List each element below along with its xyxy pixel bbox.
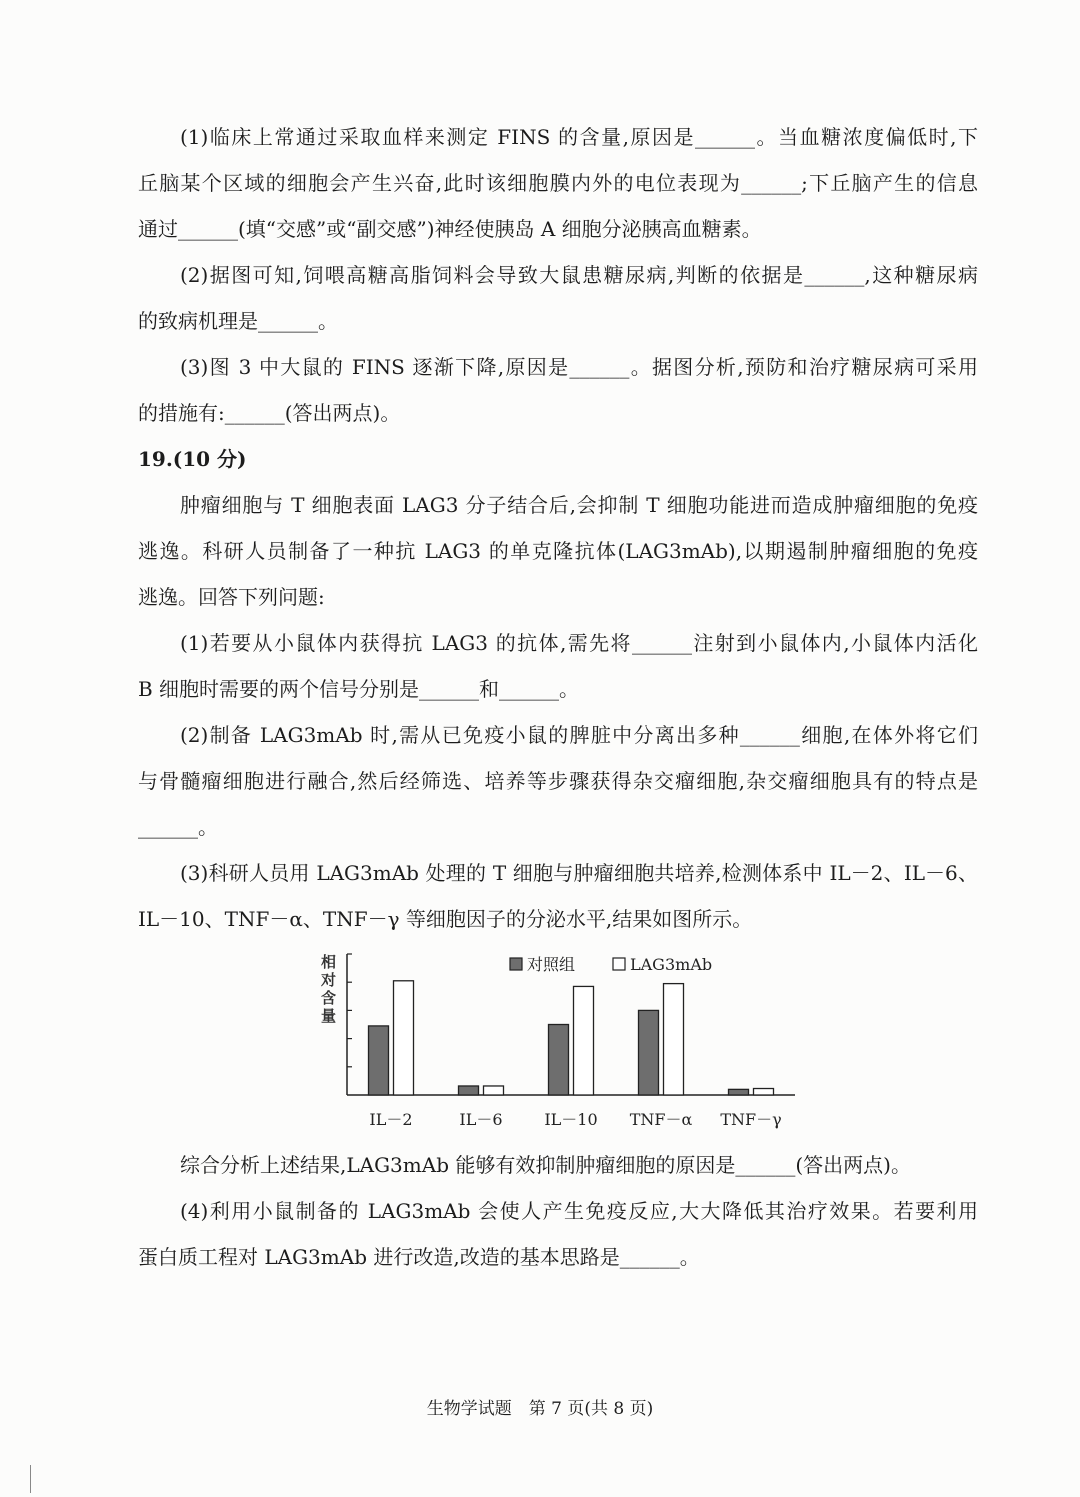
- text-line: (2)据图可知,饲喂高糖高脂饲料会导致大鼠患糖尿病,判断的依据是______,这种糖尿病: [180, 263, 978, 287]
- bar-control: [459, 1086, 479, 1095]
- text-line: 的致病机理是______。: [138, 309, 338, 333]
- bar-lag3mab: [754, 1089, 774, 1095]
- text-line: B 细胞时需要的两个信号分别是______和______。: [138, 677, 580, 701]
- cytokine-bar-chart: [0, 942, 1080, 1142]
- legend-label: LAG3mAb: [630, 955, 713, 974]
- text-line: (3)科研人员用 LAG3mAb 处理的 T 细胞与肿瘤细胞共培养,检测体系中 IL－2、IL－6、: [180, 861, 978, 885]
- legend-swatch: [613, 958, 625, 970]
- text-line: 肿瘤细胞与 T 细胞表面 LAG3 分子结合后,会抑制 T 细胞功能进而造成肿瘤细胞的免疫: [180, 493, 978, 517]
- text-line: 19.(10 分): [138, 447, 247, 471]
- text-line: 通过______(填“交感”或“副交感”)神经使胰岛 A 细胞分泌胰高血糖素。: [138, 217, 762, 241]
- text-line: 逃逸。回答下列问题:: [138, 585, 325, 609]
- x-tick-label: TNF－α: [629, 1110, 693, 1129]
- x-tick-label: IL－6: [459, 1110, 503, 1129]
- text-line: 蛋白质工程对 LAG3mAb 进行改造,改造的基本思路是______。: [138, 1245, 700, 1269]
- bar-control: [639, 1010, 659, 1095]
- paragraph-p18-1: [138, 114, 978, 252]
- paragraph-q19-intro: [138, 482, 978, 620]
- text-line: 的措施有:______(答出两点)。: [138, 401, 401, 425]
- paragraph-q19-heading: [138, 436, 978, 482]
- paragraph-p18-3: [138, 344, 978, 436]
- text-line: (1)临床上常通过采取血样来测定 FINS 的含量,原因是______。当血糖浓度偏低时,下: [180, 125, 978, 149]
- text-line: 逃逸。科研人员制备了一种抗 LAG3 的单克隆抗体(LAG3mAb),以期遏制肿瘤细胞的免疫: [138, 539, 978, 563]
- text-line: 综合分析上述结果,LAG3mAb 能够有效抑制肿瘤细胞的原因是______(答出两点)。: [180, 1153, 911, 1177]
- text-line: 丘脑某个区域的细胞会产生兴奋,此时该细胞膜内外的电位表现为______;下丘脑产生的信息: [138, 171, 978, 195]
- text-line: (1)若要从小鼠体内获得抗 LAG3 的抗体,需先将______注射到小鼠体内,小鼠体内活化: [180, 631, 978, 655]
- bar-lag3mab: [574, 986, 594, 1095]
- paragraph-q19-3: [138, 850, 978, 942]
- bar-control: [369, 1026, 389, 1095]
- exam-page-content: [138, 114, 978, 1280]
- text-line: IL－10、TNF－α、TNF－γ 等细胞因子的分泌水平,结果如图所示。: [138, 907, 753, 931]
- bar-lag3mab: [664, 984, 684, 1095]
- scan-margin-mark: [30, 1465, 31, 1493]
- x-tick-label: TNF－γ: [720, 1110, 782, 1129]
- text-line: (4)利用小鼠制备的 LAG3mAb 会使人产生免疫反应,大大降低其治疗效果。若要利用: [180, 1199, 978, 1223]
- page-footer: 生物学试题 第 7 页(共 8 页): [426, 1399, 654, 1419]
- x-tick-label: IL－10: [544, 1110, 598, 1129]
- paragraph-p18-2: [138, 252, 978, 344]
- paragraph-q19-2: [138, 712, 978, 850]
- text-line: ______。: [138, 815, 218, 839]
- y-axis-label: 相对含量: [319, 954, 337, 1026]
- bar-lag3mab: [394, 981, 414, 1095]
- text-line: (3)图 3 中大鼠的 FINS 逐渐下降,原因是______。据图分析,预防和治疗糖尿病可采用: [180, 355, 978, 379]
- paragraph-q19-3-conclusion: [138, 1142, 978, 1188]
- bar-lag3mab: [484, 1086, 504, 1095]
- x-tick-label: IL－2: [369, 1110, 413, 1129]
- bar-control: [729, 1089, 749, 1095]
- legend-label: 对照组: [527, 955, 576, 974]
- bar-control: [549, 1025, 569, 1096]
- legend-swatch: [510, 958, 522, 970]
- text-line: (2)制备 LAG3mAb 时,需从已免疫小鼠的脾脏中分离出多种______细胞,在体外将它们: [180, 723, 978, 747]
- paragraph-q19-4: [138, 1188, 978, 1280]
- paragraph-q19-1: [138, 620, 978, 712]
- text-line: 与骨髓瘤细胞进行融合,然后经筛选、培养等步骤获得杂交瘤细胞,杂交瘤细胞具有的特点是: [138, 769, 978, 793]
